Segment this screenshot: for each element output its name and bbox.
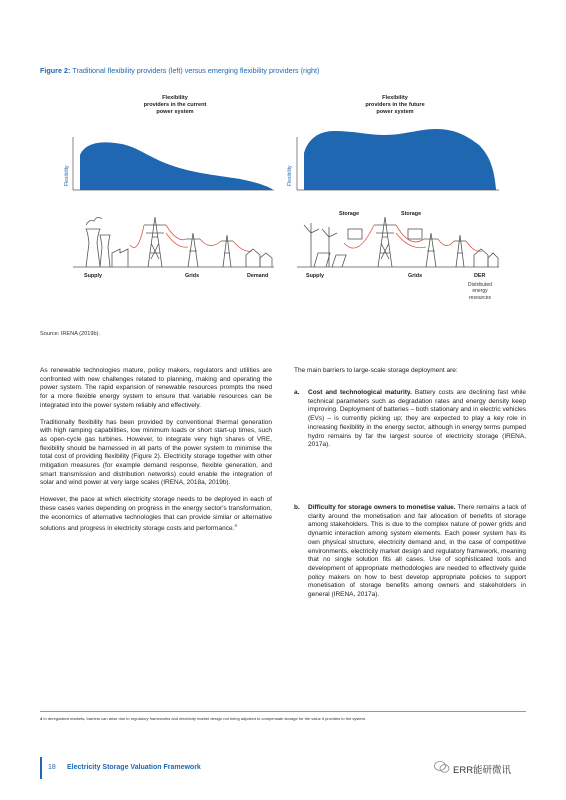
cooling-tower-icon: [86, 217, 110, 267]
left-flexibility-diagram: [40, 125, 280, 275]
pylon-icon: [424, 233, 438, 267]
barrier-heading: Cost and technological maturity.: [308, 389, 412, 396]
watermark: ERR能研微讯: [453, 765, 512, 776]
page-accent-bar: [40, 757, 42, 779]
right-panel-title-line: providers in the future: [365, 102, 425, 108]
pylon-icon: [454, 235, 466, 267]
right-flexibility-diagram: [284, 125, 524, 275]
solar-panel-icon: [314, 253, 346, 267]
running-title: Electricity Storage Valuation Framework: [67, 764, 201, 771]
right-label-grids: Grids: [408, 273, 423, 279]
right-column-intro: The main barriers to large-scale storage deployment are:: [294, 367, 458, 374]
paragraph-text: However, the pace at which electricity storage needs to be deployed in each of these cases varies depending on progress in the energy sector's transformation, the economics of alternative technologies that can provide similar or alternative solutions and progress in electricity storage costs and performance.: [40, 496, 272, 533]
barrier-heading: Difficulty for storage owners to monetise value.: [308, 504, 456, 511]
der-sub-line: Distributed: [468, 282, 492, 288]
der-sub-line: energy: [472, 288, 488, 295]
factory-icon: [112, 249, 128, 267]
list-marker: b.: [294, 504, 300, 511]
left-panel-title-line: providers in the current: [143, 102, 207, 108]
page-number: 18: [48, 764, 56, 771]
footnote-number: 4: [40, 716, 43, 721]
storage-box-icon: [408, 229, 422, 239]
left-label-supply: Supply: [84, 273, 102, 279]
barrier-item-a: [294, 389, 527, 450]
pylon-icon: [144, 217, 166, 267]
footnote-ref: 4: [234, 523, 237, 529]
right-ylabel: Flexibility: [287, 165, 293, 186]
left-flexibility-area: [80, 142, 272, 190]
paragraph: Traditionally flexibility has been provided by conventional thermal generation with high ramping capabilities, low minimum loads or short start-up times, such as open-cycle gas turbines. However, to integrate very high shares of VRE, flexibility should be harnessed in all parts of the power system to minimise the total cost of providing flexibility (Figure 2). Electricity storage together with other mitigation measures (for example demand response, flexible generation, and smart transmission and distribution networks) could enable the integration of solar and wind power at very large scales (IRENA, 2018a, 2019b).: [40, 418, 272, 487]
left-ylabel: Flexibility: [64, 165, 70, 186]
figure-source: Source: IRENA (2019b).: [40, 331, 101, 337]
right-label-storage-left: Storage: [339, 211, 360, 217]
right-panel-title-line: power system: [376, 109, 414, 115]
left-panel-title-line: Flexibility: [162, 95, 188, 101]
footnote-text: In deregulated markets, barriers can arise due to regulatory frameworks and electricity market design not being adjusted to compensate storage for the value it provides to the system.: [43, 716, 367, 721]
figure-title: [40, 66, 319, 75]
left-label-grids: Grids: [185, 273, 200, 279]
paragraph: [40, 496, 272, 534]
paragraph: As renewable technologies mature, policy makers, regulators and utilities are confronted with new challenges related to planning, making and operating the power system. The rapid expansion of renewable resources prompts the need for a more flexible energy system to ensure that variable resources can be integrated into the power system reliably and effectively.: [40, 367, 272, 409]
right-label-storage-right: Storage: [401, 211, 422, 217]
footnote-rule: [40, 711, 526, 712]
left-panel-title: [120, 95, 230, 116]
der-sub-line: resources: [469, 294, 491, 301]
wechat-icon: [434, 760, 450, 774]
footnote: [40, 716, 366, 721]
figure-title-number: Figure 2:: [40, 66, 71, 75]
house-icon: [246, 249, 272, 267]
left-label-demand: Demand: [247, 273, 269, 279]
pylon-icon: [186, 233, 200, 267]
pylon-icon: [221, 235, 233, 267]
right-flexibility-area: [304, 129, 496, 190]
right-label-der-sub: [458, 282, 502, 301]
left-panel-title-line: power system: [156, 109, 194, 115]
list-marker: a.: [294, 389, 300, 396]
right-panel-title: [340, 95, 450, 116]
right-label-supply: Supply: [306, 273, 324, 279]
house-icon: [474, 249, 498, 267]
figure-title-text: Traditional flexibility providers (left) versus emerging flexibility providers (right): [72, 66, 320, 75]
barrier-text: There remains a lack of clarity around the monetisation and fair allocation of benefits of storage among stakeholders. This is due to the complex nature of power grids and dynamic interaction among system elements. Each power system has its own physical structure, electricity demand and, in the case of competitive environments, electricity market design and regulatory framework, meaning that no single solution fits all cases. Use of sophisticated tools and development of appropriate methodologies are needed to effectively guide policy makers on how to best develop appropriate policies to support monetisation of storage benefits among owners and stakeholders in general (IRENA, 2017a).: [308, 504, 527, 599]
wind-turbine-icon: [304, 223, 337, 267]
barrier-text: Battery costs are declining fast while technical parameters such as degradation rates and energy density keep improving. Deployment of batteries – both stationary and in electric vehicles (EVs) – is currently picking up; they are expected to play a key role in increasing flexibility in the energy sector, although in energy terms pumped hydro remains by far the largest source of electricity storage (IRENA, 2017a).: [308, 389, 527, 449]
pylon-icon: [374, 217, 396, 267]
right-panel-title-line: Flexibility: [382, 95, 408, 101]
barrier-item-b: [294, 504, 527, 600]
storage-box-icon: [348, 229, 362, 239]
right-label-der: DER: [474, 273, 486, 279]
left-column: [40, 367, 272, 542]
